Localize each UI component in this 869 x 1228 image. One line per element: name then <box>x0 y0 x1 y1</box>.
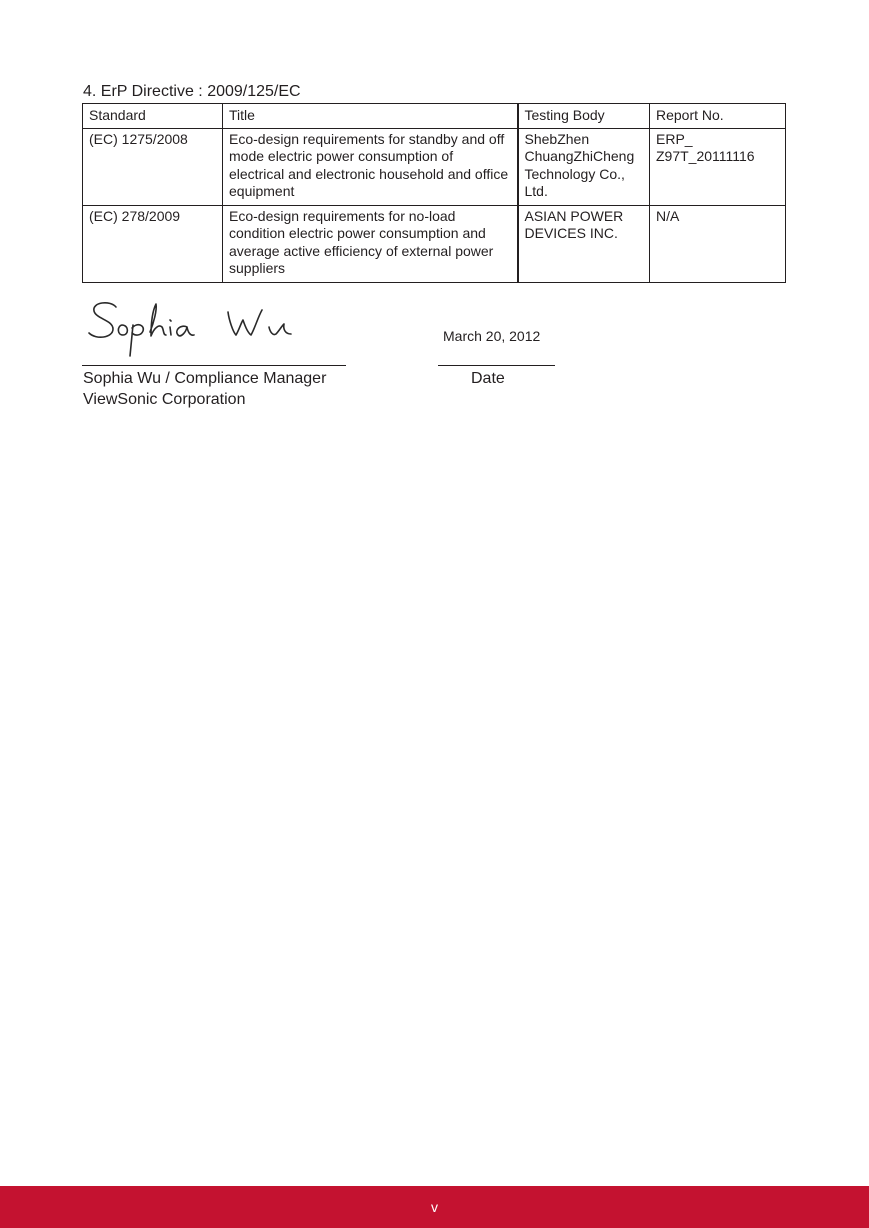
cell-testing-body: ShebZhen ChuangZhiCheng Technology Co., Ltd. <box>518 128 650 205</box>
cell-report-no: N/A <box>650 205 786 282</box>
signer-name: Sophia Wu / Compliance Manager <box>83 370 327 387</box>
cell-title: Eco-design requirements for standby and off mode electric power consumption of electrical and electronic household and office equipment <box>223 128 518 205</box>
signing-date: March 20, 2012 <box>443 328 541 344</box>
table-row <box>83 128 786 205</box>
table-row <box>83 205 786 282</box>
header-title: Title <box>223 104 518 129</box>
header-testing-body: Testing Body <box>518 104 650 129</box>
footer-bar <box>0 1186 869 1228</box>
signature-line <box>82 365 346 366</box>
section-heading: 4. ErP Directive : 2009/125/EC <box>83 83 301 100</box>
header-standard: Standard <box>83 104 223 129</box>
cell-standard: (EC) 1275/2008 <box>83 128 223 205</box>
erp-compliance-table <box>82 103 786 283</box>
cell-testing-body: ASIAN POWER DEVICES INC. <box>518 205 650 282</box>
date-label: Date <box>471 370 505 387</box>
cell-report-no: ERP_ Z97T_20111116 <box>650 128 786 205</box>
company-name: ViewSonic Corporation <box>83 391 246 408</box>
handwritten-signature <box>86 294 314 364</box>
page-number: v <box>431 1199 438 1215</box>
table-header-row <box>83 104 786 129</box>
cell-title: Eco-design requirements for no-load condition electric power consumption and average active efficiency of external power suppliers <box>223 205 518 282</box>
date-line <box>438 365 555 366</box>
cell-standard: (EC) 278/2009 <box>83 205 223 282</box>
header-report-no: Report No. <box>650 104 786 129</box>
